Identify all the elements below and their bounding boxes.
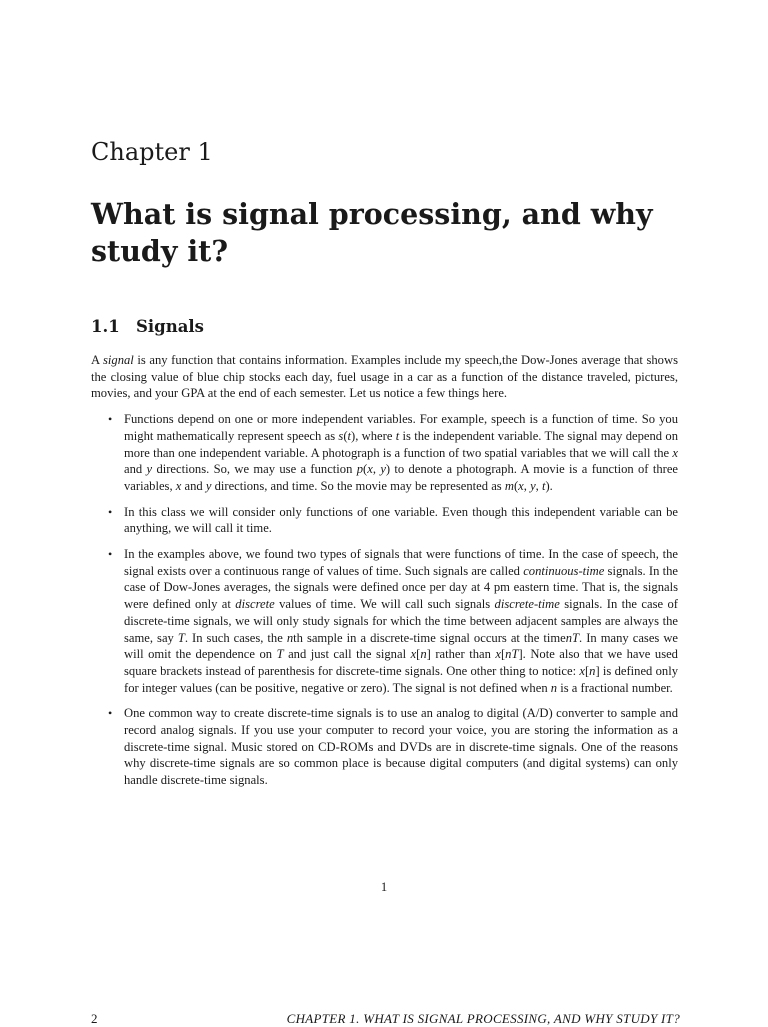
bullet-marker: • bbox=[108, 706, 113, 721]
list-item-text: Functions depend on one or more independent variables. For example, speech is a function of time. So you might mathematically represent speech as s(t), where t is the independent variable. The signal may depend on more than one independent variable. A photograph is a function of two spatial variables that we will call the x and y directions. So, we may use a function p(x, y) to denote a photograph. A movie is a function of three variables, x and y directions, and time. So the movie may be represented as m(x, y, t). bbox=[124, 412, 678, 493]
section-heading bbox=[91, 317, 204, 336]
list-item bbox=[91, 504, 678, 537]
section-title: Signals bbox=[136, 317, 204, 336]
list-item-text: In this class we will consider only functions of one variable. Even though this independent variable can be anything, we will call it time. bbox=[124, 504, 678, 536]
bullet-marker: • bbox=[108, 412, 113, 427]
list-item bbox=[91, 411, 678, 495]
footer-page-number: 2 bbox=[91, 1011, 98, 1026]
bullet-list bbox=[91, 411, 678, 789]
body-text bbox=[91, 352, 678, 798]
list-item bbox=[91, 705, 678, 789]
chapter-title: What is signal processing, and why study it? bbox=[91, 197, 653, 268]
list-item-text: In the examples above, we found two types of signals that were functions of time. In the case of speech, the signal exists over a continuous range of values of time. Such signals are called continuous-time signals. In the case of Dow-Jones averages, the signals were defined once per day at 4 pm eastern time. That is, the signals were defined only at discrete values of time. We will call such signals discrete-time signals. In the case of discrete-time signals, we will only study signals for which the time between adjacent samples are always the same, say T. In such cases, the nth sample in a discrete-time signal occurs at the timenT. In many cases we will omit the dependence on T and just call the signal x[n] rather than x[nT]. Note also that we have used square brackets instead of parenthesis for discrete-time signals. One other thing to notice: x[n] is defined only for integer values (can be positive, negative or zero). The signal is not defined when n is a fractional number. bbox=[124, 547, 679, 695]
list-item bbox=[91, 546, 678, 696]
page-number: 1 bbox=[380, 880, 388, 894]
intro-paragraph: A signal is any function that contains information. Examples include my speech,the Dow-Jones average that shows the closing value of blue chip stocks each day, fuel usage in a car as a function of the distance traveled, pictures, movies, and your GPA at the end of each semester. Let us notice a few things here. bbox=[91, 353, 678, 401]
bullet-marker: • bbox=[108, 504, 113, 519]
bullet-marker: • bbox=[108, 547, 113, 562]
chapter-label: Chapter 1 bbox=[91, 138, 213, 166]
footer-running-title: CHAPTER 1. WHAT IS SIGNAL PROCESSING, AND WHY STUDY IT? bbox=[286, 1011, 680, 1026]
section-number: 1.1 bbox=[91, 317, 120, 336]
list-item-text: One common way to create discrete-time signals is to use an analog to digital (A/D) converter to sample and record analog signals. If you use your computer to record your voice, you are storing the information as a discrete-time signal. Music stored on CD-ROMs and DVDs are in discrete-time signals. One of the reasons why discrete-time signals are so common place is because digital computers (and digital systems) can only handle discrete-time signals. bbox=[124, 706, 678, 788]
